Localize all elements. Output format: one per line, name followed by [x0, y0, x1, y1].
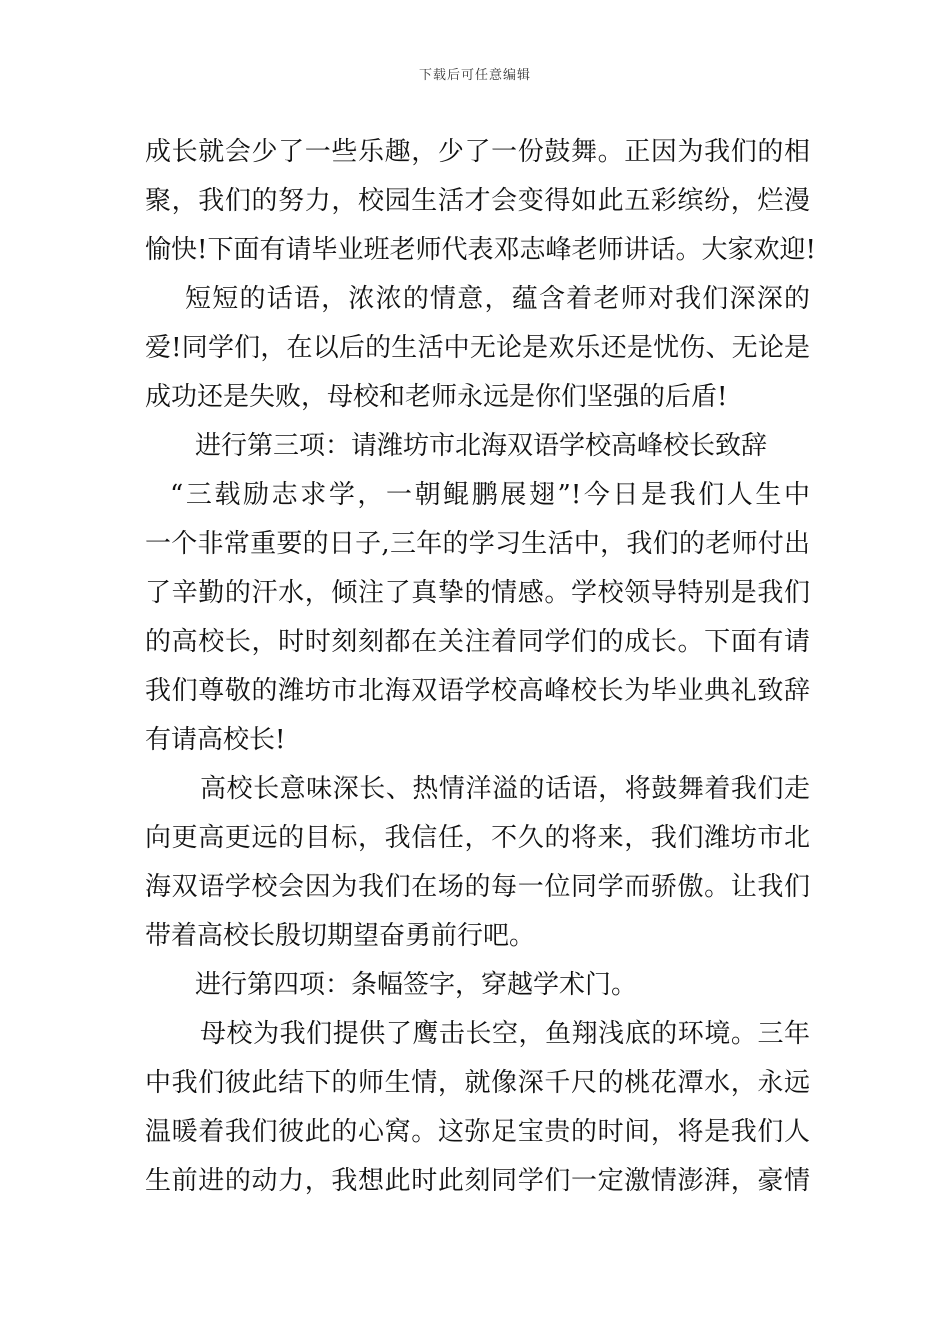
document-body: [145, 128, 816, 1206]
page-header: 下载后可任意编辑: [418, 68, 531, 83]
paragraph-line: 短短的话语，浓浓的情意，蕴含着老师对我们深深的: [185, 284, 810, 314]
paragraph-line: 母校为我们提供了鹰击长空，鱼翔浅底的环境。三年: [200, 1019, 810, 1049]
paragraph-line: 成功还是失败，母校和老师永远是你们坚强的后盾!: [145, 382, 728, 412]
paragraph-line: 生前进的动力，我想此时此刻同学们一定激情澎湃，豪情: [145, 1166, 810, 1196]
paragraph-line: 带着高校长殷切期望奋勇前行吧。: [145, 921, 536, 951]
paragraph-line: “三载励志求学，一朝鲲鹏展翅”!今日是我们人生中: [170, 480, 810, 510]
paragraph-line: 有请高校长!: [145, 725, 286, 755]
paragraph-line: 聚，我们的努力，校园生活才会变得如此五彩缤纷，烂漫: [145, 186, 810, 216]
paragraph-line: 成长就会少了一些乐趣，少了一份鼓舞。正因为我们的相: [145, 137, 810, 167]
section-heading: 进行第三项：请潍坊市北海双语学校高峰校长致辞: [195, 431, 768, 461]
paragraph-line: 一个非常重要的日子,三年的学习生活中，我们的老师付出: [145, 529, 810, 559]
paragraph-line: 愉快!下面有请毕业班老师代表邓志峰老师讲话。大家欢迎!: [145, 235, 816, 265]
paragraph-line: 高校长意味深长、热情洋溢的话语，将鼓舞着我们走: [200, 774, 810, 804]
paragraph-line: 向更高更远的目标，我信任，不久的将来，我们潍坊市北: [145, 823, 810, 853]
paragraph-line: 温暖着我们彼此的心窝。这弥足宝贵的时间，将是我们人: [145, 1117, 810, 1147]
section-heading: 进行第四项：条幅签字，穿越学术门。: [195, 970, 638, 1000]
paragraph-line: 了辛勤的汗水，倾注了真挚的情感。学校领导特别是我们: [145, 578, 810, 608]
paragraph-line: 中我们彼此结下的师生情，就像深千尺的桃花潭水，永远: [145, 1068, 810, 1098]
paragraph-line: 我们尊敬的潍坊市北海双语学校高峰校长为毕业典礼致辞: [145, 676, 810, 706]
paragraph-line: 的高校长，时时刻刻都在关注着同学们的成长。下面有请: [145, 627, 810, 657]
paragraph-line: 海双语学校会因为我们在场的每一位同学而骄傲。让我们: [145, 872, 810, 902]
paragraph-line: 爱!同学们，在以后的生活中无论是欢乐还是忧伤、无论是: [145, 333, 810, 363]
